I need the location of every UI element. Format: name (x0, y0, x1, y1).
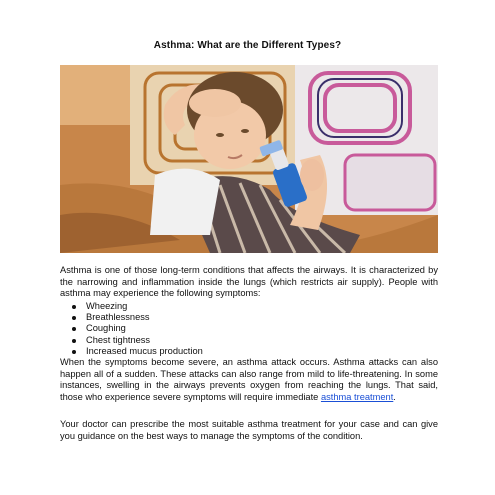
list-item: Coughing (60, 323, 203, 334)
document-title: Asthma: What are the Different Types? (153, 40, 342, 51)
symptom-list (60, 301, 203, 357)
asthma-treatment-link[interactable]: asthma treatment (320, 391, 394, 402)
list-item: Increased mucus production (60, 346, 203, 357)
child-with-inhaler-photo (60, 65, 438, 253)
bullet-icon (72, 327, 76, 331)
list-item: Chest tightness (60, 335, 203, 346)
bullet-icon (72, 316, 76, 320)
attack-text: When the symptoms become severe, an asthma attack occurs. Asthma attacks can also happen all of a sudden. These attacks can also range from mild to life-threatening. In some instances, swelling in the airways prevents oxygen from reaching the lungs. That said, those who experience severe symptoms will require immediate (60, 357, 438, 402)
intro-paragraph: Asthma is one of those long-term conditions that affects the airways. It is characterized by the narrowing and inflammation inside the lungs (which restricts air supply). People with asthma may experience the following symptoms: (60, 265, 438, 299)
list-item: Breathlessness (60, 312, 203, 323)
bullet-icon (72, 339, 76, 343)
closing-paragraph: Your doctor can prescribe the most suitable asthma treatment for your case and can give you guidance on the best ways to manage the symptoms of the condition. (60, 419, 438, 441)
bullet-icon (72, 305, 76, 309)
attack-end: . (393, 391, 396, 402)
attack-paragraph (60, 357, 438, 403)
list-item: Wheezing (60, 301, 203, 312)
bullet-icon (72, 350, 76, 354)
